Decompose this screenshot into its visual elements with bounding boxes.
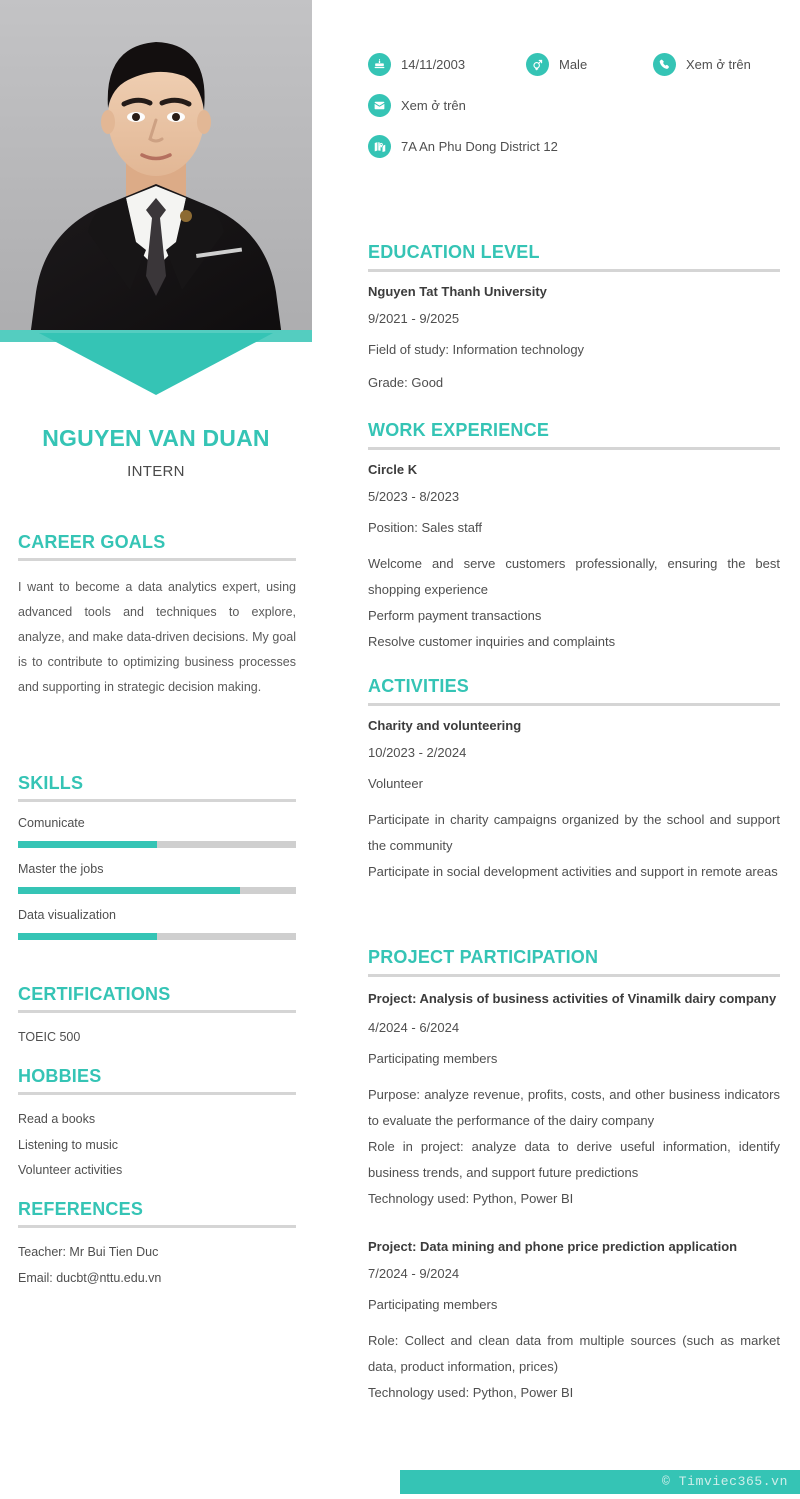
activity-description: Participate in social development activities and support in remote areas	[368, 864, 778, 879]
activity-date: 10/2023 - 2/2024	[368, 745, 467, 760]
project-entry	[368, 1234, 780, 1406]
contact-row	[368, 44, 780, 85]
divider	[368, 269, 780, 272]
skill-label: Data visualization	[18, 908, 116, 922]
contact-row	[368, 85, 780, 126]
chevron-down-icon	[39, 333, 273, 395]
gender-icon	[526, 53, 549, 76]
map-marker-icon	[368, 135, 391, 158]
project-description: Technology used: Python, Power BI	[368, 1191, 574, 1206]
skill-item	[18, 815, 296, 848]
skill-bar-fill	[18, 887, 240, 894]
project-date: 4/2024 - 6/2024	[368, 1020, 460, 1035]
contact-address	[368, 135, 558, 158]
contact-email	[368, 94, 466, 117]
skill-bar-track	[18, 933, 296, 940]
activity-role: Volunteer	[368, 776, 423, 791]
contact-value: 14/11/2003	[401, 57, 466, 72]
contact-value: Xem ở trên	[401, 98, 466, 113]
birthday-cake-icon	[368, 53, 391, 76]
contact-value: Male	[559, 57, 588, 72]
list-item: Volunteer activities	[18, 1163, 123, 1177]
section-heading: SKILLS	[18, 773, 84, 793]
divider	[18, 1010, 296, 1013]
section-activities	[368, 675, 780, 885]
project-description: Role in project: analyze data to derive useful information, identify business trends, and support future predictions	[368, 1139, 780, 1180]
list-item: TOEIC 500	[18, 1030, 81, 1044]
project-members: Participating members	[368, 1297, 498, 1312]
profile-photo	[0, 0, 312, 337]
section-hobbies	[18, 1065, 296, 1184]
watermark: © Timviec365.vn	[661, 1474, 788, 1489]
skill-label: Comunicate	[18, 816, 85, 830]
project-members: Participating members	[368, 1051, 498, 1066]
section-heading: HOBBIES	[18, 1066, 102, 1086]
skill-bar-track	[18, 887, 296, 894]
contact-phone	[653, 53, 751, 76]
contact-value: 7A An Phu Dong District 12	[401, 139, 558, 154]
section-heading: CAREER GOALS	[18, 532, 166, 552]
work-description: Welcome and serve customers professionally, ensuring the best shopping experience	[368, 556, 780, 597]
project-description: Technology used: Python, Power BI	[368, 1385, 574, 1400]
divider	[18, 1225, 296, 1228]
project-entry	[368, 984, 780, 1212]
skill-bar-track	[18, 841, 296, 848]
work-date: 5/2023 - 8/2023	[368, 489, 460, 504]
divider	[18, 799, 296, 802]
section-career-goals	[18, 531, 296, 700]
list-item: Listening to music	[18, 1137, 119, 1152]
list-item: Teacher: Mr Bui Tien Duc	[18, 1245, 159, 1259]
project-name: Project: Data mining and phone price prediction application	[368, 1239, 738, 1254]
name-block	[0, 424, 312, 481]
project-date: 7/2024 - 9/2024	[368, 1266, 460, 1281]
list-item: Email: ducbt@nttu.edu.vn	[18, 1270, 162, 1285]
work-position: Position: Sales staff	[368, 520, 482, 535]
education-date: 9/2021 - 9/2025	[368, 311, 460, 326]
job-title: INTERN	[127, 463, 185, 480]
section-certifications	[18, 983, 296, 1051]
skill-bar-fill	[18, 933, 157, 940]
envelope-icon	[368, 94, 391, 117]
contact-gender	[526, 53, 653, 76]
section-skills	[18, 772, 296, 940]
education-field: Field of study: Information technology	[368, 342, 585, 357]
education-school: Nguyen Tat Thanh University	[368, 284, 547, 299]
contact-info	[368, 44, 780, 167]
contact-birthday	[368, 53, 526, 76]
work-description: Resolve customer inquiries and complaints	[368, 634, 616, 649]
project-name: Project: Analysis of business activities of Vinamilk dairy company	[368, 991, 777, 1006]
work-description: Perform payment transactions	[368, 608, 542, 623]
section-heading: ACTIVITIES	[368, 676, 470, 696]
section-heading: EDUCATION LEVEL	[368, 242, 540, 262]
project-description: Role: Collect and clean data from multiple sources (such as market data, product information, prices)	[368, 1333, 780, 1374]
divider	[368, 447, 780, 450]
divider	[18, 1092, 296, 1095]
contact-row	[368, 126, 780, 167]
education-grade: Grade: Good	[368, 375, 444, 390]
list-item: Read a books	[18, 1112, 96, 1126]
divider	[368, 703, 780, 706]
contact-value: Xem ở trên	[686, 57, 751, 72]
section-heading: CERTIFICATIONS	[18, 984, 171, 1004]
section-heading: PROJECT PARTICIPATION	[368, 947, 599, 967]
work-company: Circle K	[368, 462, 418, 477]
section-education	[368, 241, 780, 399]
section-work-experience	[368, 419, 780, 655]
section-heading: WORK EXPERIENCE	[368, 420, 550, 440]
phone-icon	[653, 53, 676, 76]
section-projects	[368, 946, 780, 1406]
section-heading: REFERENCES	[18, 1199, 144, 1219]
skill-bar-fill	[18, 841, 157, 848]
page-title: NGUYEN VAN DUAN	[42, 425, 270, 451]
left-sidebar	[0, 0, 320, 1499]
divider	[18, 558, 296, 561]
project-description: Purpose: analyze revenue, profits, costs, and other business indicators to evaluate the performance of the dairy company	[368, 1087, 780, 1128]
footer-bar	[400, 1470, 800, 1494]
activity-name: Charity and volunteering	[368, 718, 522, 733]
activity-description: Participate in charity campaigns organized by the school and support the community	[368, 812, 780, 853]
skill-item	[18, 907, 296, 940]
section-references	[18, 1198, 296, 1291]
divider	[368, 974, 780, 977]
skill-item	[18, 861, 296, 894]
portrait-illustration	[0, 0, 312, 337]
career-goals-text: I want to become a data analytics expert, using advanced tools and techniques to explore, analyze, and make data-driven decisions. My goal is to contribute to optimizing business processes and supporting in strategic decision making.	[18, 580, 296, 694]
skill-label: Master the jobs	[18, 862, 104, 876]
